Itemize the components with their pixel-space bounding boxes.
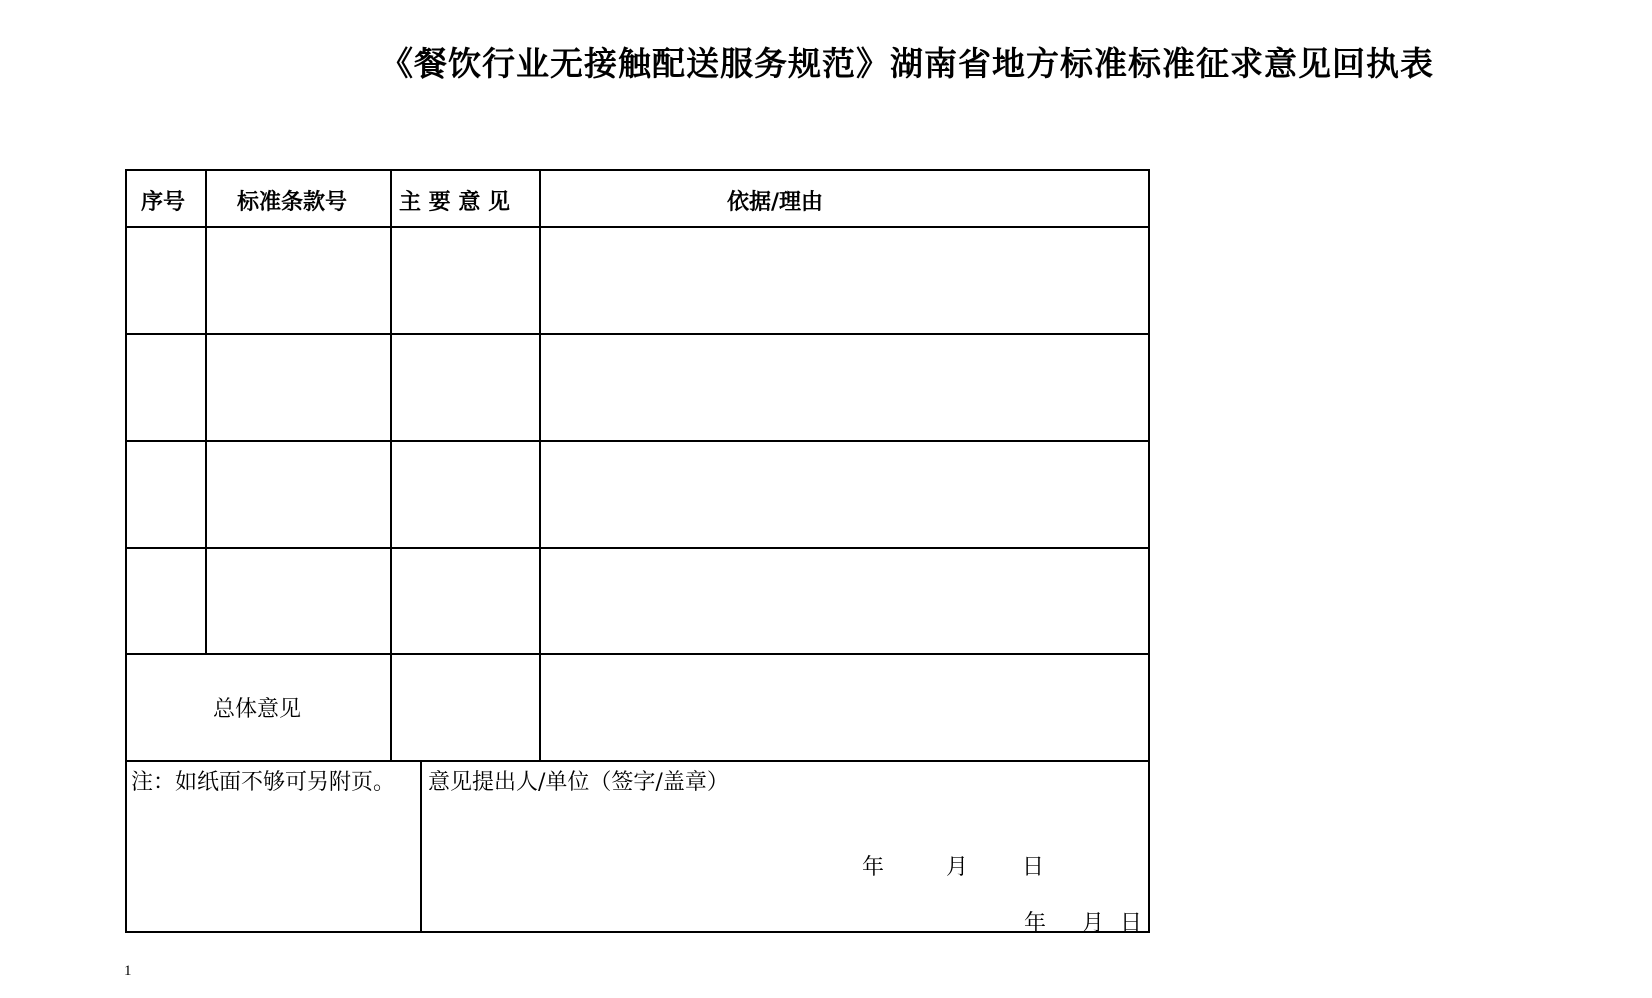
opinion-cell[interactable] (394, 228, 537, 333)
page-number: 1 (124, 963, 132, 979)
date-day-label: 日 (1120, 911, 1143, 936)
overall-opinion-cell[interactable] (394, 657, 537, 758)
reason-cell[interactable] (543, 442, 1146, 547)
seq-cell[interactable] (129, 442, 203, 547)
date-year-label: 年 (862, 855, 885, 880)
seq-cell[interactable] (129, 335, 203, 440)
header-opinion: 主 要 意 见 (399, 190, 510, 215)
document-title: 《餐饮行业无接触配送服务规范》湖南省地方标准标准征求意见回执表 (380, 44, 1434, 83)
seq-cell[interactable] (129, 228, 203, 333)
header-clause: 标准条款号 (237, 190, 348, 215)
divider (420, 760, 422, 931)
table-row (127, 335, 1148, 440)
date-month-label: 月 (1082, 911, 1105, 936)
clause-cell[interactable] (209, 335, 388, 440)
date-day-label: 日 (1022, 855, 1045, 880)
table-row (127, 442, 1148, 547)
header-reason: 依据/理由 (727, 190, 824, 215)
overall-opinion-label: 总体意见 (213, 697, 302, 722)
divider (127, 760, 1148, 762)
table-row (127, 228, 1148, 333)
reason-cell[interactable] (543, 335, 1146, 440)
clause-cell[interactable] (209, 442, 388, 547)
date-month-label: 月 (946, 855, 969, 880)
clause-cell[interactable] (209, 228, 388, 333)
clause-cell[interactable] (209, 549, 388, 653)
feedback-form-table (125, 169, 1150, 936)
seq-cell[interactable] (129, 549, 203, 653)
submitter-label: 意见提出人/单位（签字/盖章） (428, 770, 729, 795)
opinion-cell[interactable] (394, 335, 537, 440)
reason-cell[interactable] (543, 228, 1146, 333)
divider (127, 653, 1148, 655)
reason-cell[interactable] (543, 549, 1146, 653)
opinion-cell[interactable] (394, 549, 537, 653)
date-year-label: 年 (1024, 911, 1047, 936)
table-row (127, 549, 1148, 653)
opinion-cell[interactable] (394, 442, 537, 547)
note-text: 注：如纸面不够可另附页。 (131, 770, 396, 795)
header-seq: 序号 (141, 190, 186, 215)
overall-reason-cell[interactable] (543, 657, 1146, 758)
